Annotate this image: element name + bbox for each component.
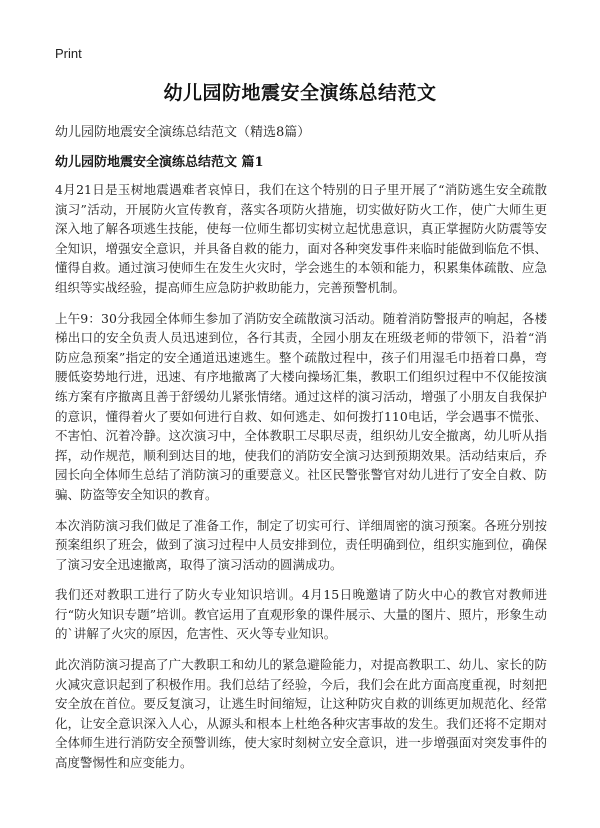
paragraph-1: 4月21日是玉树地震遇难者哀悼日，我们在这个特别的日子里开展了“消防逃生安全疏散演习”活动，开展防火宣传教育，落实各项防火措施，切实做好防火工作，使广大师生更深入地了解各项逃生技能，使每一位师生都切实树立起忧患意识，真正掌握防火防震等安全知识，增强安全意识，并具备自救的能力，面对各种突发事件来临时能做到临危不惧、懂得自救。通过演习使师生在发生火灾时，学会逃生的本领和能力，积累集体疏散、应急组织等实战经验，提高师生应急防护救助能力，完善预警机制。 — [55, 182, 547, 295]
paragraph-5: 此次消防演习提高了广大教职工和幼儿的紧急避险能力，对提高教职工、幼儿、家长的防火减灾意识起到了积极作用。我们总结了经验，今后，我们会在此方面高度重视，时刻把安全放在首位。要反复演习，让逃生时间缩短，让这种防灾自救的训练更加规范化、经常化，让安全意识深入人心，从源头和根本上杜绝各种灾害事故的发生。我们还将不定期对全体师生进行消防安全预警训练，使大家时刻树立安全意识，进一步增强面对突发事件的高度警惕性和应变能力。 — [55, 657, 547, 771]
paragraph-3: 本次消防演习我们做足了准备工作，制定了切实可行、详细周密的演习预案。各班分别按预案组织了班会，做到了演习过程中人员安排到位，责任明确到位，组织实施到位，确保了演习安全迅速撤离，取得了演习活动的圆满成功。 — [55, 517, 547, 572]
article-subtitle: 幼儿园防地震安全演练总结范文（精选8篇） — [55, 125, 311, 140]
section-heading: 幼儿园防地震安全演练总结范文 篇1 — [55, 155, 264, 170]
article-body — [55, 180, 547, 784]
paragraph-4: 我们还对教职工进行了防火专业知识培训。4月15日晚邀请了防火中心的教官对教师进行“防火知识专题”培训。教官运用了直观形象的课件展示、大量的图片、照片，形象生动的`讲解了火灾的原因，危害性、灭火等专业知识。 — [55, 587, 547, 642]
paragraph-2: 上午9：30分我园全体师生参加了消防安全疏散演习活动。随着消防警报声的响起，各楼梯出口的安全负责人员迅速到位，各行其责，全园小朋友在班级老师的带领下，沿着“消防应急预案”指定的安全通道迅速逃生。整个疏散过程中，孩子们用湿毛巾捂着口鼻，弯腰低姿势地行进，迅速、有序地撤离了大楼向操场汇集，教职工们组织过程中不仅能按演练方案有序撤离且善于舒缓幼儿紧张情绪。通过这样的演习活动，增强了小朋友自我保护的意识，懂得着火了要如何进行自救、如何逃走、如何拨打110电话，学会遇事不慌张、不害怕、沉着冷静。这次演习中，全体教职工尽职尽责，组织幼儿安全撤离，幼儿听从指挥，动作规范，顺利到达目的地，使我们的消防安全演习达到预期效果。活动结束后，乔园长向全体师生总结了消防演习的重要意义。社区民警张警官对幼儿进行了安全自救、防骗、防盗等安全知识的教育。 — [55, 310, 547, 502]
page-title: 幼儿园防地震安全演练总结范文 — [163, 82, 437, 104]
print-link[interactable]: Print — [55, 46, 82, 61]
